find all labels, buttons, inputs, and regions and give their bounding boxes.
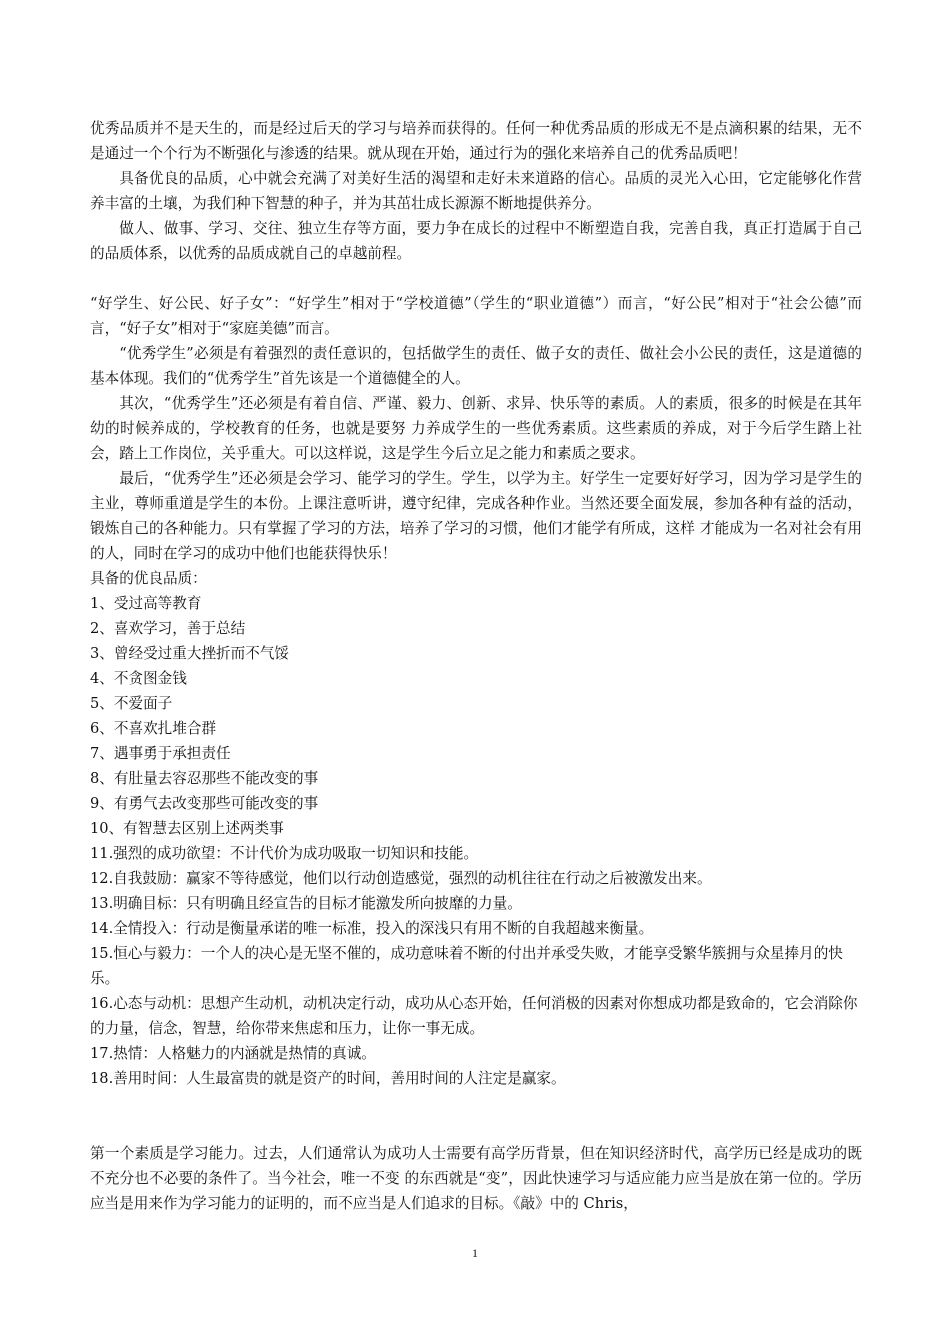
document-body [90,116,862,1216]
qualities-heading: 具备的优良品质： [90,570,207,587]
quality-item: 2、喜欢学习，善于总结 [90,620,246,637]
intro-paragraph-1: 优秀品质并不是天生的，而是经过后天的学习与培养而获得的。任何一种优秀品质的形成无不是点滴积累的结果，无不是通过一个个行为不断强化与渗透的结果。就从现在开始，通过行为的强化来培养自己的优秀品质吧！ [90,120,862,162]
ability-paragraph-1: 第一个素质是学习能力。过去，人们通常认为成功人士需要有高学历背景，但在知识经济时代，高学历已经是成功的既不充分也不必要的条件了。当今社会，唯一不变 的东西就是“变”，因此快速学习与适应能力应当是放在第一位的。学历应当是用来作为学习能力的证明的，而不应当是人们追求的目标。《敲》中的 Chris， [90,1145,862,1212]
student-paragraph-1: “好学生、好公民、好子女”：“好学生”相对于“学校道德”（学生的“职业道德”）而言，“好公民”相对于“社会公德”而言，“好子女”相对于“家庭美德”而言。 [90,295,862,337]
blank-line [90,266,862,291]
quality-item: 12.自我鼓励：赢家不等待感觉，他们以行动创造感觉，强烈的动机往往在行动之后被激发出来。 [90,870,712,887]
quality-item: 6、不喜欢扎堆合群 [90,720,217,737]
quality-item: 9、有勇气去改变那些可能改变的事 [90,795,319,812]
quality-item: 3、曾经受过重大挫折而不气馁 [90,645,290,662]
page-number: 1 [472,1246,478,1260]
student-paragraph-4: 最后，“优秀学生”还必须是会学习、能学习的学生。学生，以学为主。好学生一定要好好学习，因为学习是学生的主业，尊师重道是学生的本份。上课注意听讲，遵守纪律，完成各种作业。当然还要全面发展，参加各种有益的活动，锻炼自己的各种能力。只有掌握了学习的方法，培养了学习的习惯，他们才能学有所成，这样 才能成为一名对社会有用的人，同时在学习的成功中他们也能获得快乐！ [90,470,862,562]
quality-item: 10、有智慧去区别上述两类事 [90,820,284,837]
quality-item: 4、不贪图金钱 [90,670,187,687]
student-paragraph-3: 其次，“优秀学生”还必须是有着自信、严谨、毅力、创新、求异、快乐等的素质。人的素质，很多的时候是在其年幼的时候养成的，学校教育的任务，也就是要努 力养成学生的一些优秀素质。这些素质的养成，对于今后学生踏上社会，踏上工作岗位，关乎重大。可以这样说，这是学生今后立足之能力和素质之要求。 [90,395,862,462]
quality-item: 16.心态与动机：思想产生动机，动机决定行动，成功从心态开始，任何消极的因素对你想成功都是致命的，它会消除你的力量，信念，智慧，给你带来焦虑和压力，让你一事无成。 [90,995,858,1037]
quality-item: 13.明确目标：只有明确且经宣告的目标才能激发所向披靡的力量。 [90,895,522,912]
quality-item: 7、遇事勇于承担责任 [90,745,231,762]
quality-item: 15.恒心与毅力：一个人的决心是无坚不催的，成功意味着不断的付出并承受失败，才能享受繁华簇拥与众星捧月的快乐。 [90,945,843,987]
quality-item: 5、不爱面子 [90,695,173,712]
qualities-list [90,591,862,1091]
blank-lines [90,1091,862,1141]
intro-paragraph-2: 具备优良的品质，心中就会充满了对美好生活的渴望和走好未来道路的信心。品质的灵光入心田，它定能够化作营养丰富的土壤，为我们种下智慧的种子，并为其茁壮成长源源不断地提供养分。 [90,170,862,212]
quality-item: 11.强烈的成功欲望：不计代价为成功吸取一切知识和技能。 [90,845,479,862]
quality-item: 8、有肚量去容忍那些不能改变的事 [90,770,319,787]
intro-paragraph-3: 做人、做事、学习、交往、独立生存等方面，要力争在成长的过程中不断塑造自我，完善自我，真正打造属于自己的品质体系，以优秀的品质成就自己的卓越前程。 [90,220,862,262]
quality-item: 18.善用时间：人生最富贵的就是资产的时间，善用时间的人注定是赢家。 [90,1070,566,1087]
quality-item: 14.全情投入：行动是衡量承诺的唯一标准，投入的深浅只有用不断的自我超越来衡量。 [90,920,654,937]
quality-item: 17.热情：人格魅力的内涵就是热情的真诚。 [90,1045,376,1062]
student-paragraph-2: “优秀学生”必须是有着强烈的责任意识的，包括做学生的责任、做子女的责任、做社会小公民的责任，这是道德的基本体现。我们的“优秀学生”首先该是一个道德健全的人。 [90,345,862,387]
quality-item: 1、受过高等教育 [90,595,202,612]
